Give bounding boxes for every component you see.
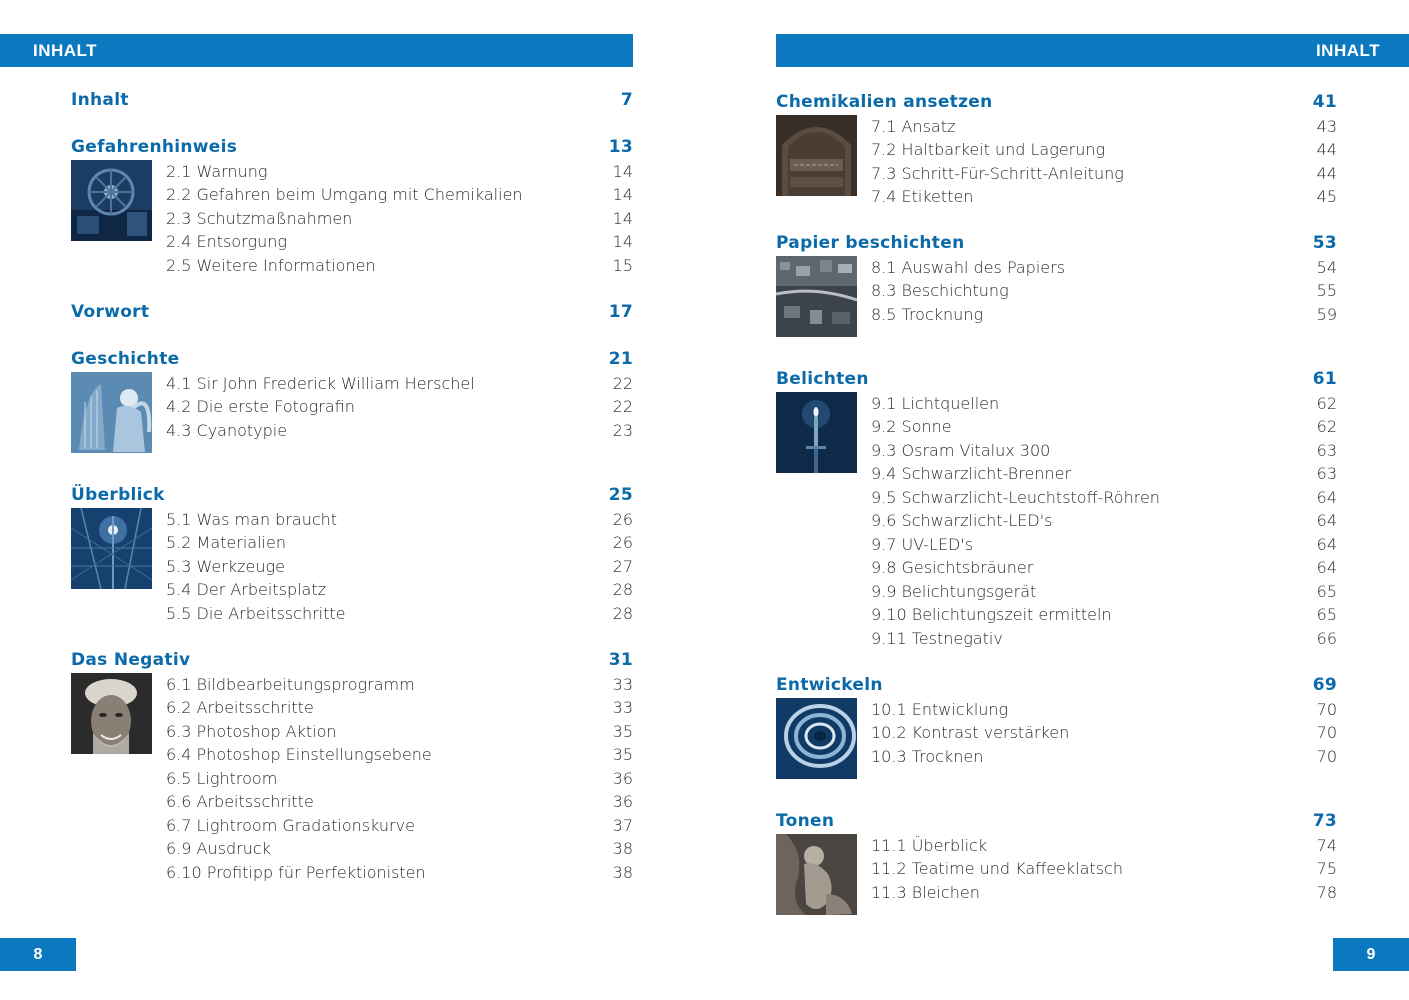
entry-page: 63 <box>1316 440 1337 460</box>
entry-page: 15 <box>612 255 633 275</box>
toc-entry[interactable] <box>871 556 1337 580</box>
entry-label: 8.1 Auswahl des Papiers <box>871 257 1066 277</box>
toc-entry[interactable] <box>166 508 633 532</box>
man-portrait-image <box>71 673 152 754</box>
toc-entry[interactable] <box>166 254 633 278</box>
chapter-heading <box>776 91 1337 115</box>
toc-entry[interactable] <box>871 256 1337 280</box>
toc-entry[interactable] <box>166 372 633 396</box>
entry-page: 14 <box>612 161 633 181</box>
toc-entry[interactable] <box>871 698 1337 722</box>
entry-label: 9.9 Belichtungsgerät <box>871 581 1037 601</box>
toc-entry[interactable] <box>871 881 1337 905</box>
entry-label: 10.3 Trocknen <box>871 746 984 766</box>
toc-entry[interactable] <box>166 555 633 579</box>
right-page-number: 9 <box>1333 938 1409 971</box>
entry-page: 36 <box>612 768 633 788</box>
toc-entry[interactable] <box>871 415 1337 439</box>
entry-label: 9.8 Gesichtsbräuner <box>871 558 1034 577</box>
left-header-bar: INHALT <box>0 34 633 67</box>
chapter-page: 69 <box>1312 675 1337 695</box>
entry-label: 5.2 Materialien <box>166 533 286 552</box>
tower-structure-image <box>71 508 152 589</box>
toc-entry[interactable] <box>871 138 1337 162</box>
entry-label: 10.1 Entwicklung <box>871 699 1009 719</box>
entry-page: 75 <box>1316 859 1337 878</box>
toc-entry[interactable] <box>166 790 633 814</box>
entry-page: 22 <box>612 373 633 393</box>
entry-label: 2.3 Schutzmaßnahmen <box>166 208 353 228</box>
chapter-title: Inhalt <box>71 90 129 110</box>
toc-entry[interactable] <box>871 627 1337 651</box>
entry-label: 9.7 UV-LED's <box>871 534 974 554</box>
chapter-title: Chemikalien ansetzen <box>776 92 993 112</box>
chapter-gefahrenhinweis[interactable] <box>71 136 633 277</box>
entry-page: 44 <box>1316 140 1337 159</box>
entry-label: 4.1 Sir John Frederick William Herschel <box>166 373 475 393</box>
entry-label: 10.2 Kontrast verstärken <box>871 723 1070 742</box>
chapter-page: 73 <box>1312 811 1337 831</box>
chapter-heading <box>71 649 633 673</box>
entry-page: 59 <box>1316 304 1337 324</box>
toc-entry[interactable] <box>871 509 1337 533</box>
entry-label: 9.1 Lichtquellen <box>871 393 1000 413</box>
chapter-title: Geschichte <box>71 349 180 369</box>
entry-page: 27 <box>612 556 633 576</box>
entry-label: 9.4 Schwarzlicht-Brenner <box>871 464 1072 483</box>
entry-label: 2.2 Gefahren beim Umgang mit Chemikalien <box>166 185 523 204</box>
entry-label: 6.6 Arbeitsschritte <box>166 792 314 811</box>
industrial-machine-image <box>71 160 152 241</box>
entry-label: 5.4 Der Arbeitsplatz <box>166 580 327 599</box>
right-header-bar: INHALT <box>776 34 1409 67</box>
entry-label: 4.2 Die erste Fotografin <box>166 397 355 416</box>
entry-page: 44 <box>1316 163 1337 183</box>
entry-page: 63 <box>1316 464 1337 483</box>
entry-label: 6.10 Profitipp für Perfektionisten <box>166 862 426 882</box>
entry-label: 6.5 Lightroom <box>166 768 278 788</box>
entry-label: 11.2 Teatime und Kaffeeklatsch <box>871 859 1123 878</box>
chapter-heading <box>776 810 1337 834</box>
chapter-entwickeln[interactable] <box>776 674 1337 768</box>
toc-entry[interactable] <box>166 720 633 744</box>
entry-page: 33 <box>612 698 633 717</box>
toc-entry[interactable] <box>871 303 1337 327</box>
toc-entry[interactable] <box>166 419 633 443</box>
entry-page: 64 <box>1316 511 1337 530</box>
chapter-title: Überblick <box>71 485 165 505</box>
entry-label: 7.3 Schritt-Für-Schritt-Anleitung <box>871 163 1124 183</box>
entry-label: 9.6 Schwarzlicht-LED's <box>871 511 1053 530</box>
toc-entry[interactable] <box>166 531 633 555</box>
toc-entry[interactable] <box>871 580 1337 604</box>
entry-page: 64 <box>1316 558 1337 577</box>
entry-label: 6.3 Photoshop Aktion <box>166 721 337 741</box>
chapter-page: 41 <box>1312 92 1337 112</box>
left-page <box>0 0 660 1000</box>
chapter-title: Vorwort <box>71 302 150 322</box>
chapter-page: 21 <box>608 349 633 369</box>
toc-entry[interactable] <box>166 183 633 207</box>
chapter-page: 13 <box>608 137 633 157</box>
left-page-number: 8 <box>0 938 76 971</box>
entry-label: 2.5 Weitere Informationen <box>166 255 376 275</box>
entry-page: 65 <box>1316 605 1337 624</box>
entry-page: 43 <box>1316 116 1337 136</box>
entry-page: 14 <box>612 232 633 251</box>
chapter-belichten[interactable] <box>776 368 1337 650</box>
entry-label: 7.1 Ansatz <box>871 116 956 136</box>
chapter-page: 53 <box>1312 233 1337 253</box>
chapter-heading <box>71 136 633 160</box>
toc-entry[interactable] <box>871 439 1337 463</box>
toc-entry[interactable] <box>166 767 633 791</box>
entry-page: 26 <box>612 509 633 529</box>
entry-page: 14 <box>612 208 633 228</box>
toc-entry[interactable] <box>166 602 633 626</box>
entry-page: 45 <box>1316 187 1337 206</box>
chapter-heading <box>71 484 633 508</box>
toc-entry[interactable] <box>166 696 633 720</box>
entry-page: 78 <box>1316 882 1337 902</box>
entry-page: 62 <box>1316 417 1337 436</box>
toc-entry[interactable] <box>166 837 633 861</box>
chapter-title: Papier beschichten <box>776 233 965 253</box>
entry-label: 2.1 Warnung <box>166 161 268 181</box>
entry-page: 35 <box>612 745 633 764</box>
chapter-heading <box>71 301 633 325</box>
toc-entry[interactable] <box>166 207 633 231</box>
toc-entry[interactable] <box>166 160 633 184</box>
entry-page: 70 <box>1316 746 1337 766</box>
entry-page: 37 <box>612 815 633 835</box>
entry-page: 70 <box>1316 723 1337 742</box>
entry-label: 8.5 Trocknung <box>871 304 984 324</box>
entry-label: 6.9 Ausdruck <box>166 839 271 858</box>
toc-entry[interactable] <box>871 721 1337 745</box>
chapter-heading <box>776 368 1337 392</box>
entry-page: 38 <box>612 862 633 882</box>
entry-page: 26 <box>612 533 633 552</box>
entry-label: 6.2 Arbeitsschritte <box>166 698 314 717</box>
entry-page: 36 <box>612 792 633 811</box>
chapter-title: Tonen <box>776 811 835 831</box>
toc-entry[interactable] <box>871 603 1337 627</box>
entry-label: 4.3 Cyanotypie <box>166 420 288 440</box>
angel-with-harp-image <box>71 372 152 453</box>
toc-entry[interactable] <box>871 462 1337 486</box>
entry-label: 5.1 Was man braucht <box>166 509 338 529</box>
chapter-inhalt[interactable] <box>71 89 633 113</box>
entry-page: 64 <box>1316 534 1337 554</box>
aerial-city-image <box>776 256 857 337</box>
entry-page: 28 <box>612 603 633 623</box>
entry-page: 23 <box>612 420 633 440</box>
chapter-page: 25 <box>608 485 633 505</box>
entry-label: 8.3 Beschichtung <box>871 281 1009 300</box>
toc-entry[interactable] <box>871 745 1337 769</box>
chapter-title: Entwickeln <box>776 675 883 695</box>
mermaid-figure-image <box>776 834 857 915</box>
toc-entry[interactable] <box>871 279 1337 303</box>
entry-page: 65 <box>1316 581 1337 601</box>
toc-entry[interactable] <box>166 230 633 254</box>
toc-entry[interactable] <box>871 392 1337 416</box>
chapter-das-negativ[interactable] <box>71 649 633 884</box>
entry-label: 11.3 Bleichen <box>871 882 980 902</box>
spiral-staircase-image <box>776 698 857 779</box>
entry-page: 55 <box>1316 281 1337 300</box>
chapter-title: Gefahrenhinweis <box>71 137 238 157</box>
toc-entry[interactable] <box>166 395 633 419</box>
candle-image <box>776 392 857 473</box>
entry-label: 6.1 Bildbearbeitungsprogramm <box>166 674 415 694</box>
entry-label: 7.2 Haltbarkeit und Lagerung <box>871 140 1106 159</box>
entry-label: 9.11 Testnegativ <box>871 628 1003 648</box>
sign-plaque-image <box>776 115 857 196</box>
chapter-page: 31 <box>608 650 633 670</box>
entry-label: 9.5 Schwarzlicht-Leuchtstoff-Röhren <box>871 487 1160 507</box>
chapter-page: 61 <box>1312 369 1337 389</box>
entry-label: 9.2 Sonne <box>871 417 952 436</box>
toc-entry[interactable] <box>871 115 1337 139</box>
toc-entry[interactable] <box>871 185 1337 209</box>
toc-entry[interactable] <box>871 533 1337 557</box>
chapter-geschichte[interactable] <box>71 348 633 442</box>
entry-page: 64 <box>1316 487 1337 507</box>
entry-label: 2.4 Entsorgung <box>166 232 287 251</box>
toc-entry[interactable] <box>166 673 633 697</box>
chapter-vorwort[interactable] <box>71 301 633 325</box>
chapter-ueberblick[interactable] <box>71 484 633 625</box>
toc-entry[interactable] <box>166 578 633 602</box>
toc-entry[interactable] <box>871 486 1337 510</box>
entry-page: 54 <box>1316 257 1337 277</box>
toc-entry[interactable] <box>871 834 1337 858</box>
toc-entry[interactable] <box>871 162 1337 186</box>
entry-page: 38 <box>612 839 633 858</box>
chapter-heading <box>71 348 633 372</box>
entry-label: 5.3 Werkzeuge <box>166 556 285 576</box>
chapter-page: 17 <box>608 302 633 322</box>
entry-page: 22 <box>612 397 633 416</box>
entry-label: 7.4 Etiketten <box>871 187 974 206</box>
toc-entry[interactable] <box>166 743 633 767</box>
chapter-papier-beschichten[interactable] <box>776 232 1337 326</box>
chapter-heading <box>776 674 1337 698</box>
entry-page: 74 <box>1316 835 1337 855</box>
right-page <box>720 0 1409 1000</box>
entry-label: 6.4 Photoshop Einstellungsebene <box>166 745 432 764</box>
chapter-chemikalien-ansetzen[interactable] <box>776 91 1337 209</box>
entry-label: 9.3 Osram Vitalux 300 <box>871 440 1051 460</box>
chapter-tonen[interactable] <box>776 810 1337 904</box>
toc-entry[interactable] <box>166 861 633 885</box>
entry-page: 70 <box>1316 699 1337 719</box>
toc-entry[interactable] <box>166 814 633 838</box>
entry-page: 66 <box>1316 628 1337 648</box>
entry-label: 5.5 Die Arbeitsschritte <box>166 603 346 623</box>
entry-page: 33 <box>612 674 633 694</box>
entry-page: 14 <box>612 185 633 204</box>
chapter-title: Das Negativ <box>71 650 191 670</box>
entry-label: 11.1 Überblick <box>871 835 988 855</box>
entry-label: 9.10 Belichtungszeit ermitteln <box>871 605 1112 624</box>
entry-page: 28 <box>612 580 633 599</box>
chapter-heading <box>776 232 1337 256</box>
entry-page: 62 <box>1316 393 1337 413</box>
chapter-title: Belichten <box>776 369 869 389</box>
chapter-heading <box>71 89 633 113</box>
entry-label: 6.7 Lightroom Gradationskurve <box>166 815 415 835</box>
toc-entry[interactable] <box>871 857 1337 881</box>
chapter-page: 7 <box>620 90 633 110</box>
entry-page: 35 <box>612 721 633 741</box>
